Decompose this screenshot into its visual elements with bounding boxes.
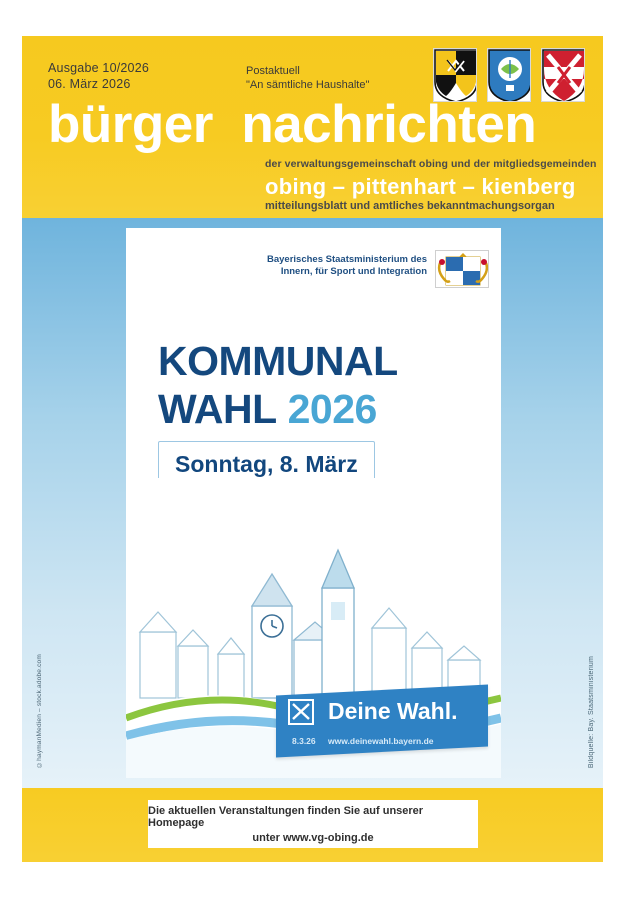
banner-slogan: Deine Wahl. (328, 698, 458, 724)
banner-info (292, 736, 434, 746)
issue-number: Ausgabe 10/2026 (48, 61, 150, 75)
issue-info (48, 60, 149, 92)
election-poster (126, 228, 501, 778)
poster-date-box: Sonntag, 8. März (158, 441, 375, 489)
footer-banner (22, 788, 603, 862)
bavaria-state-crest-icon (435, 250, 489, 288)
page-title (48, 95, 588, 154)
ministry-line-1: Bayerisches Staatsministerium des (267, 254, 427, 265)
poster-headline-line-1: KOMMUNAL (158, 338, 398, 384)
coat-of-arms-group (433, 48, 585, 102)
poster-headline-wahl: WAHL (158, 386, 277, 432)
image-credit-right: Bildquelle: Bay. Staatsministerium (588, 655, 595, 768)
masthead-subline-2: mitteilungsblatt und amtliches bekanntmachungsorgan (265, 200, 555, 212)
masthead-banner (22, 36, 603, 218)
masthead-subline: der verwaltungsgemeinschaft obing und der mitgliedsgemeinden (265, 158, 597, 170)
poster-headline-line-2 (158, 386, 377, 433)
postaktuell-note (246, 64, 369, 92)
footer-notice-line-1: Die aktuellen Veranstaltungen finden Sie auf unserer Homepage (148, 804, 424, 829)
issue-date: 06. März 2026 (48, 77, 131, 91)
poster-headline-year: 2026 (287, 386, 377, 432)
wappen-kienberg-icon (541, 48, 585, 102)
footer-notice-line-2: unter www.vg-obing.de (252, 831, 374, 844)
postaktuell-line2: "An sämtliche Haushalte" (246, 79, 370, 91)
cover-image-area (22, 218, 603, 788)
ministry-line-2: Innern, für Sport und Integration (280, 266, 427, 277)
ministry-name (267, 250, 427, 278)
banner-url: www.deinewahl.bayern.de (328, 736, 434, 746)
image-credit-left: ©haymanMedien – stock.adobe.com (36, 653, 43, 768)
ministry-header (267, 250, 489, 288)
checkbox-icon (288, 699, 314, 725)
masthead-title (48, 95, 588, 154)
title-part-nachrichten: nachrichten (241, 95, 537, 154)
wappen-obing-icon (433, 48, 477, 102)
banner-date: 8.3.26 (292, 736, 316, 746)
masthead-towns: obing – pittenhart – kienberg (265, 174, 576, 199)
footer-notice (148, 800, 478, 848)
postaktuell-line1: Postaktuell (246, 65, 300, 77)
title-part-buerger: bürger (48, 95, 213, 154)
deine-wahl-banner (276, 684, 488, 757)
wappen-pittenhart-icon (487, 48, 531, 102)
